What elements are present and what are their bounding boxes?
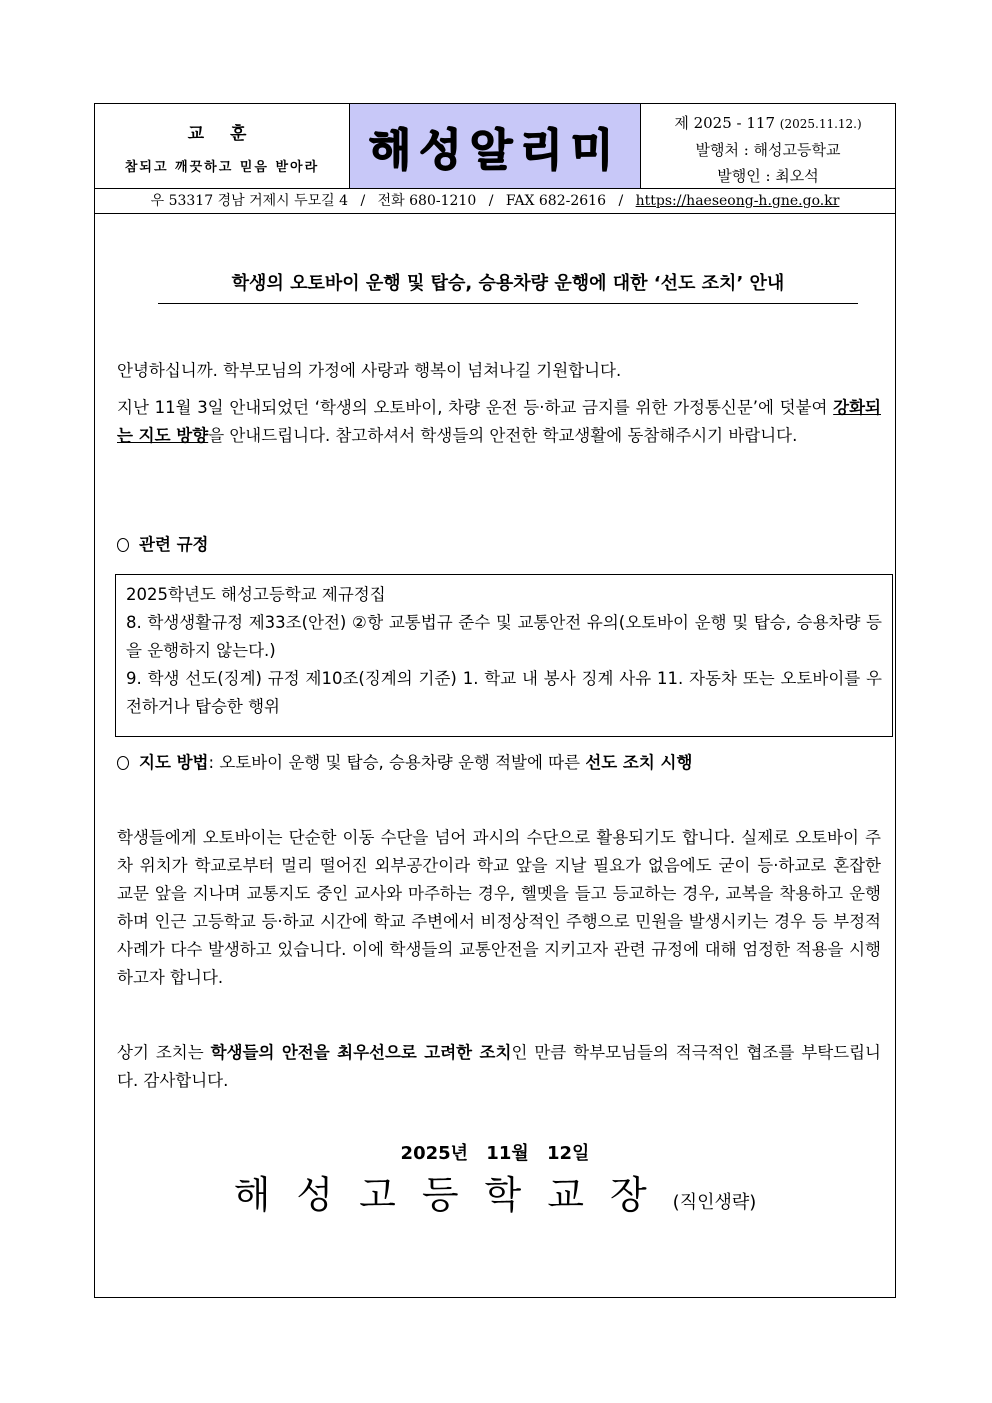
closing-emphasis: 학생들의 안전을 최우선으로 고려한 조치 xyxy=(210,1043,512,1062)
body-paragraph: 학생들에게 오토바이는 단순한 이동 수단을 넘어 과시의 수단으로 활용되기도 합니다. 실제로 오토바이 주차 위치가 학교로부터 멀리 떨어진 외부공간이라 학교 앞을 지날 필요가 없음에도 굳이 등·하교로 혼잡한 교문 앞을 지나며 교통지도 중인 교사와 마주하는 경우, 헬멧을 들고 등교하는 경우, 교복을 착용하고 운행하며 인근 고등학교 등·하교 시간에 학교 주변에서 비정상적인 주행으로 민원을 발생시키는 경우 등 부정적 사례가 다수 발생하고 있습니다. 이에 학생들의 교통안전을 지키고자 관련 규정에 대해 엄정한 적용을 시행하고자 합니다. xyxy=(117,828,881,987)
intro-emphasis: 강화되는 지도 방향 xyxy=(117,398,881,445)
document-title: 학생의 오토바이 운행 및 탑승, 승용차량 운행에 대한 ‘선도 조치’ 안내 xyxy=(158,269,858,304)
closing-paragraph xyxy=(117,1039,881,1095)
issuer: 발행인 : 최오석 xyxy=(717,167,819,185)
section-guidance xyxy=(117,749,692,773)
issue-line xyxy=(641,110,895,137)
issue-date: (2025.11.12.) xyxy=(779,117,862,131)
signature-note: (직인생략) xyxy=(672,1192,757,1213)
rule-item: 8. 학생생활규정 제33조(안전) ②항 교통법규 준수 및 교통안전 유의(오토바이 운행 및 탑승, 승용차량 등을 운행하지 않는다.) xyxy=(126,613,882,660)
motto-text: 참되고 깨끗하고 믿음 받아라 xyxy=(124,160,320,175)
issue-info xyxy=(641,104,895,188)
contact-bar xyxy=(95,189,895,214)
section-text: : 오토바이 운행 및 탑승, 승용차량 운행 적발에 따른 xyxy=(208,753,586,772)
postal-address: 우 53317 경남 거제시 두모길 4 xyxy=(150,193,349,209)
section-label: 관련 규정 xyxy=(139,535,209,554)
signature-line xyxy=(95,1164,895,1219)
masthead-banner xyxy=(350,104,641,188)
signature-name: 해성고등학교장 xyxy=(233,1173,673,1217)
school-website-link[interactable]: https://haeseong-h.gne.go.kr xyxy=(635,193,840,209)
publisher: 발행처 : 해성고등학교 xyxy=(695,141,841,159)
rule-item: 9. 학생 선도(징계) 규정 제10조(징계의 기준) 1. 학교 내 봉사 징계 사유 11. 자동차 또는 오토바이를 우전하거나 탑승한 행위 xyxy=(126,669,882,716)
issue-number: 제 2025 - 117 xyxy=(674,114,775,132)
greeting: 안녕하십니까. 학부모님의 가정에 사랑과 행복이 넘쳐나길 기원합니다. xyxy=(117,361,622,380)
issue-date-line: 2025년 11월 12일 xyxy=(400,1143,590,1164)
section-related-rules xyxy=(117,531,209,555)
phone: 전화 680-1210 xyxy=(377,193,477,209)
school-motto xyxy=(95,104,350,188)
separator: / xyxy=(488,193,494,209)
section-label: 지도 방법 xyxy=(139,753,209,772)
intro-text-end: 을 안내드립니다. 참고하셔서 학생들의 안전한 학교생활에 동참해주시기 바랍니다. xyxy=(208,426,798,445)
closing-text-end: 인 만큼 학부모님들의 적극적인 협조를 부탁드립니다. 감사합니다. xyxy=(117,1043,881,1090)
masthead-title: 해성알리미 xyxy=(368,125,622,176)
intro-text: 지난 11월 3일 안내되었던 ‘학생의 오토바이, 차량 운전 등·하교 금지를 위한 가정통신문’에 덧붙여 xyxy=(117,398,834,417)
rule-item: 2025학년도 해성고등학교 제규정집 xyxy=(126,585,386,604)
section-emphasis: 선도 조치 시행 xyxy=(585,753,693,772)
closing-text: 상기 조치는 xyxy=(117,1043,211,1062)
fax: FAX 682-2616 xyxy=(505,193,606,209)
rules-box xyxy=(115,574,893,737)
notice-document xyxy=(94,103,896,1298)
motto-title: 교 훈 xyxy=(187,124,257,144)
separator: / xyxy=(360,193,366,209)
separator: / xyxy=(618,193,624,209)
masthead-header xyxy=(95,104,895,189)
intro-paragraph xyxy=(117,394,881,450)
circle-bullet-icon xyxy=(117,756,129,770)
circle-bullet-icon xyxy=(117,538,129,552)
